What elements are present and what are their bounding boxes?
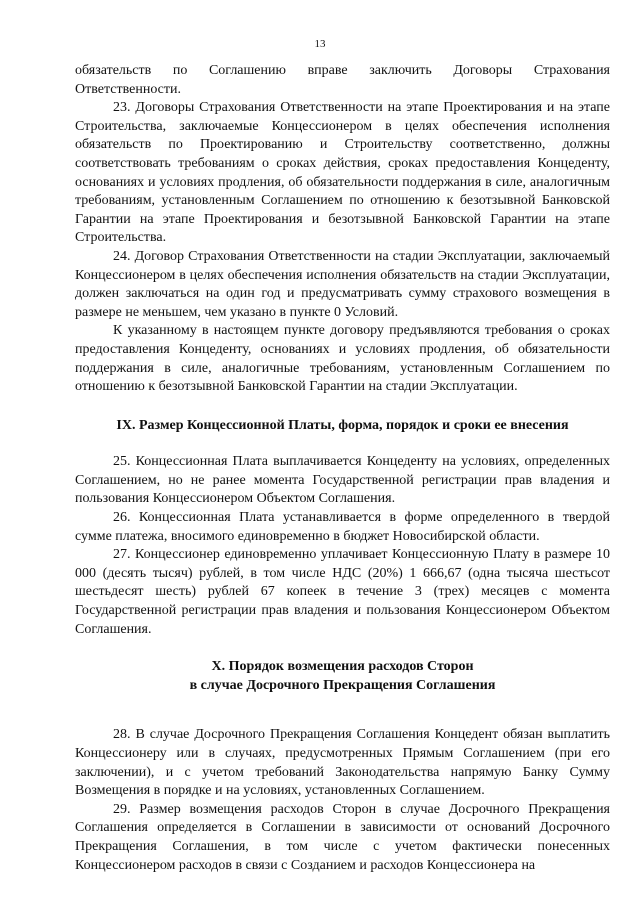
section-ix-heading: IX. Размер Концессионной Платы, форма, порядок и сроки ее внесения: [116, 417, 569, 433]
paragraph-27: 27. Концессионер единовременно уплачивает Концессионную Плату в размере 10 000 (десять тысяч) рублей, в том числе НДС (20%) 1 666,67 (одна тысяча шестьсот шестьдесят шесть) рублей 67 копеек в течение 3 (трех) месяцев с момента Государственной регистрации прав владения и пользования Концессионером Объектом Соглашения.: [75, 547, 610, 637]
paragraph-25: 25. Концессионная Плата выплачивается Концеденту на условиях, определенных Соглашением, но не ранее момента Государственной регистрации прав владения и пользования Концессионером Объектом Соглашения.: [75, 454, 610, 507]
section-x-heading: [75, 658, 610, 695]
paragraph-29: 29. Размер возмещения расходов Сторон в случае Досрочного Прекращения Соглашения определяется в Соглашении в зависимости от оснований Досрочного Прекращения Соглашения, в том числе с учетом фактически понесенных Концессионером расходов в связи с Созданием и расходов Концессионера на: [75, 801, 610, 873]
section-x-heading-line-2: в случае Досрочного Прекращения Соглашения: [189, 677, 496, 693]
paragraph-24-requirements: К указанному в настоящем пункте договору предъявляются требования о сроках предоставления Концеденту, основаниях и условиях продления, об обязательности поддержания в силе, аналогичные требованиям, установленным Соглашением по отношению к безотзывной Банковской Гарантии на стадии Эксплуатации.: [75, 323, 610, 395]
page-number: 13: [314, 38, 326, 50]
paragraph-24: 24. Договор Страхования Ответственности на стадии Эксплуатации, заключаемый Концессионером в целях обеспечения исполнения обязательств на стадии Эксплуатации, должен заключаться на один год и предусматривать сумму страхового возмещения в размере не меньшем, чем указано в пункте 0 Условий.: [75, 248, 610, 320]
document-body: [75, 62, 610, 875]
paragraph-continuation: обязательств по Соглашению вправе заключить Договоры Страхования Ответственности.: [75, 63, 610, 97]
paragraph-23: 23. Договоры Страхования Ответственности на этапе Проектирования и на этапе Строительства, заключаемые Концессионером в целях обеспечения исполнения обязательств по Проектированию и Строительству соответственно, должны соответствовать требованиям о сроках действия, сроках предоставления Концеденту, основаниях и условиях продления, об обязательности поддержания в силе, аналогичным требованиям, установленным Соглашением по отношению к безотзывной Банковской Гарантии на этапе Проектирования и безотзывной Банковской Гарантии на этапе Строительства.: [75, 100, 610, 246]
section-x-heading-line-1: X. Порядок возмещения расходов Сторон: [211, 659, 474, 675]
paragraph-26: 26. Концессионная Плата устанавливается в форме определенного в твердой сумме платежа, вносимого единовременно в бюджет Новосибирской области.: [75, 510, 610, 544]
paragraph-28: 28. В случае Досрочного Прекращения Соглашения Концедент обязан выплатить Концессионеру или в случаях, предусмотренных Прямым Соглашением (при его заключении), и с учетом требований Законодательства напрямую Банку Сумму Возмещения в порядке и на условиях, установленных Соглашением.: [75, 727, 610, 799]
